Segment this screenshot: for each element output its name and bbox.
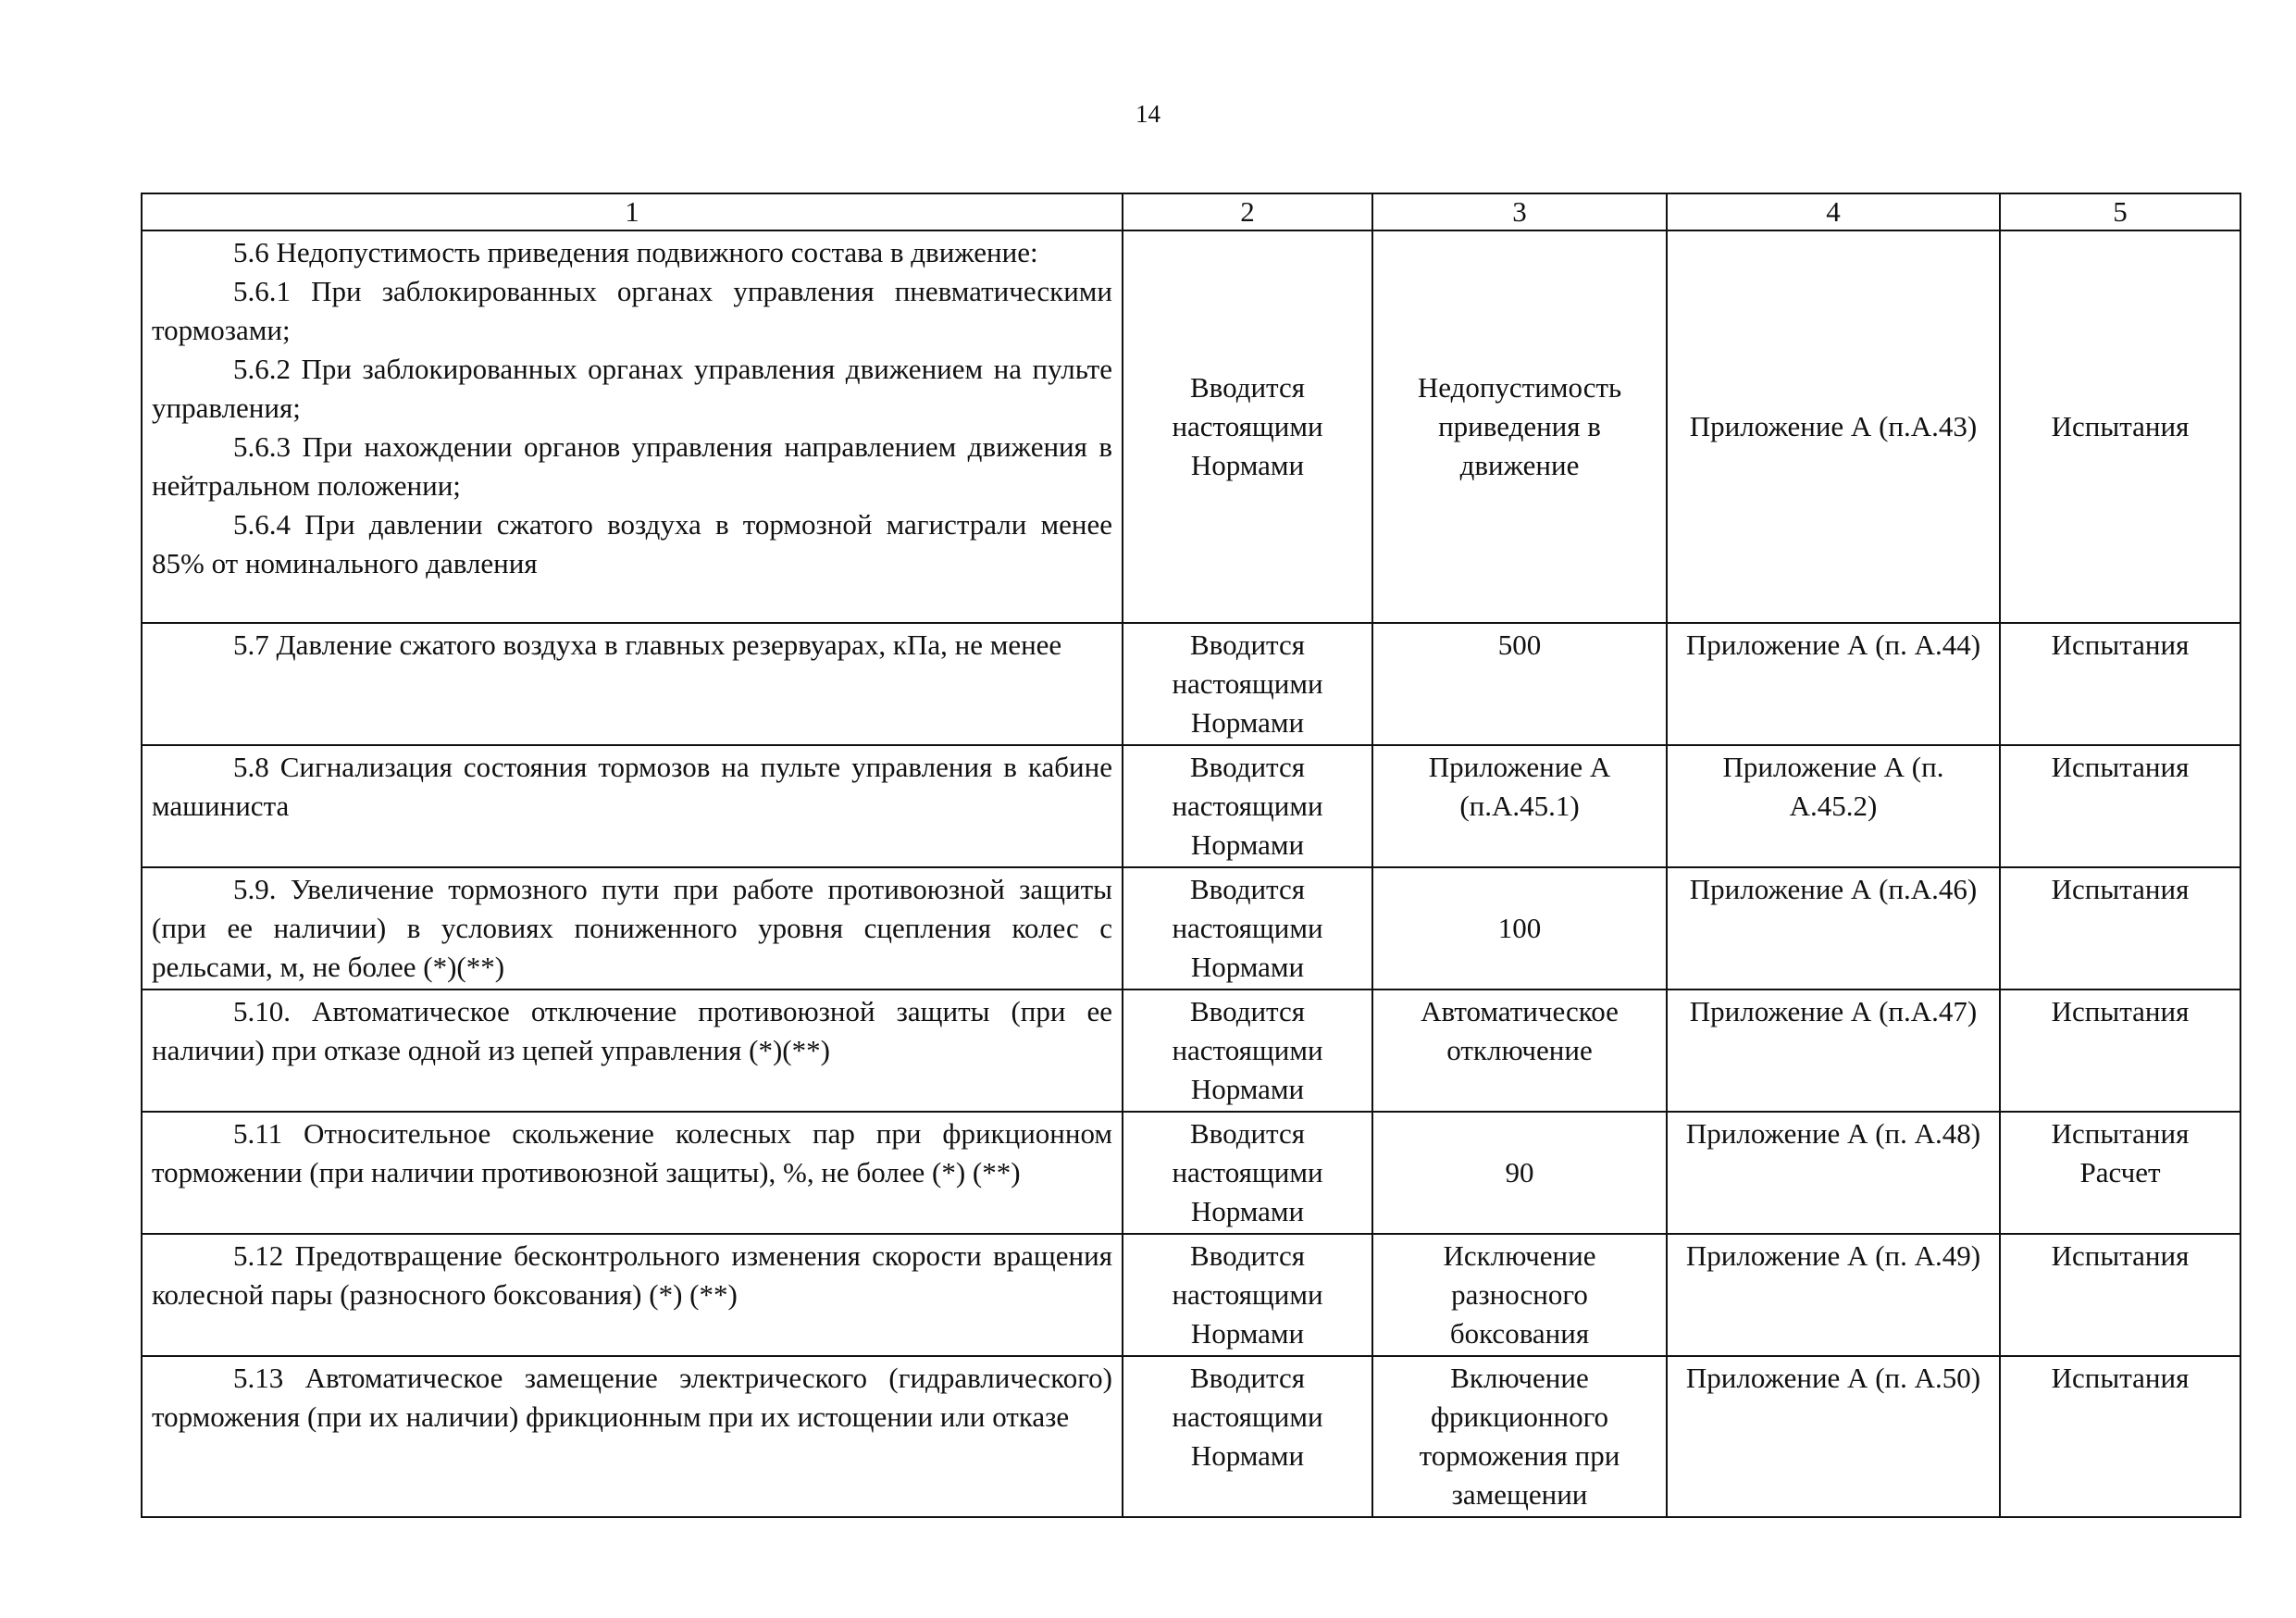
method-cell: Испытания (2000, 745, 2240, 867)
reference-cell: Приложение А (п. А.48) (1667, 1112, 2000, 1234)
requirement-subitem: 5.6.1 При заблокированных органах управления пневматическими тормозами; (152, 275, 1112, 346)
value-cell: 90 (1372, 1112, 1667, 1234)
value-cell: Исключение разносного боксования (1372, 1234, 1667, 1356)
method-cell: Испытания (2000, 989, 2240, 1112)
norms-table (141, 193, 2241, 1518)
table-row (142, 745, 2240, 867)
table-row (142, 623, 2240, 745)
table-header-row (142, 193, 2240, 230)
table-row (142, 867, 2240, 989)
requirement-subitem: 5.6.3 При нахождении органов управления направлением движения в нейтральном положении; (152, 430, 1112, 502)
reference-cell: Приложение А (п. А.44) (1667, 623, 2000, 745)
method-cell: Испытания (2000, 1356, 2240, 1517)
requirement-cell (142, 230, 1123, 623)
table-row (142, 1356, 2240, 1517)
reference-cell: Приложение А (п. А.45.2) (1667, 745, 2000, 867)
value-cell: 100 (1372, 867, 1667, 989)
status-cell: Вводится настоящими Нормами (1123, 745, 1372, 867)
status-cell: Вводится настоящими Нормами (1123, 1356, 1372, 1517)
status-cell: Вводится настоящими Нормами (1123, 989, 1372, 1112)
requirement-text: 5.12 Предотвращение бесконтрольного изменения скорости вращения колесной пары (разносного боксования) (*) (**) (142, 1234, 1123, 1356)
requirement-text: 5.7 Давление сжатого воздуха в главных резервуарах, кПа, не менее (142, 623, 1123, 745)
table-row (142, 1234, 2240, 1356)
table-row (142, 989, 2240, 1112)
table-row (142, 230, 2240, 623)
value-cell: Недопустимость приведения в движение (1372, 230, 1667, 623)
value-cell: 500 (1372, 623, 1667, 745)
requirement-text: 5.11 Относительное скольжение колесных пар при фрикционном торможении (при наличии противоюзной защиты), %, не более (*) (**) (142, 1112, 1123, 1234)
method-cell: Испытания (2000, 230, 2240, 623)
status-cell: Вводится настоящими Нормами (1123, 867, 1372, 989)
status-cell: Вводится настоящими Нормами (1123, 1112, 1372, 1234)
reference-cell: Приложение А (п.А.47) (1667, 989, 2000, 1112)
requirement-text: 5.6 Недопустимость приведения подвижного состава в движение: (233, 236, 1038, 268)
method-cell: Испытания Расчет (2000, 1112, 2240, 1234)
header-col-5: 5 (2000, 193, 2240, 230)
method-cell: Испытания (2000, 867, 2240, 989)
status-cell: Вводится настоящими Нормами (1123, 230, 1372, 623)
reference-cell: Приложение А (п.А.43) (1667, 230, 2000, 623)
status-cell: Вводится настоящими Нормами (1123, 623, 1372, 745)
requirement-text: 5.10. Автоматическое отключение противоюзной защиты (при ее наличии) при отказе одной из цепей управления (*)(**) (142, 989, 1123, 1112)
header-col-4: 4 (1667, 193, 2000, 230)
value-cell: Приложение А (п.А.45.1) (1372, 745, 1667, 867)
requirement-text: 5.9. Увеличение тормозного пути при работе противоюзной защиты (при ее наличии) в условиях пониженного уровня сцепления колес с рельсами, м, не более (*)(**) (142, 867, 1123, 989)
reference-cell: Приложение А (п. А.50) (1667, 1356, 2000, 1517)
method-cell: Испытания (2000, 623, 2240, 745)
page-number: 14 (1136, 100, 1160, 128)
header-col-1: 1 (142, 193, 1123, 230)
value-cell: Автоматическое отключение (1372, 989, 1667, 1112)
header-col-2: 2 (1123, 193, 1372, 230)
reference-cell: Приложение А (п.А.46) (1667, 867, 2000, 989)
status-cell: Вводится настоящими Нормами (1123, 1234, 1372, 1356)
requirement-subitem: 5.6.2 При заблокированных органах управления движением на пульте управления; (152, 353, 1112, 424)
method-cell: Испытания (2000, 1234, 2240, 1356)
table-row (142, 1112, 2240, 1234)
requirement-text: 5.13 Автоматическое замещение электрического (гидравлического) торможения (при их наличии) фрикционным при их истощении или отказе (142, 1356, 1123, 1517)
value-cell: Включение фрикционного торможения при замещении (1372, 1356, 1667, 1517)
reference-cell: Приложение А (п. А.49) (1667, 1234, 2000, 1356)
requirement-text: 5.8 Сигнализация состояния тормозов на пульте управления в кабине машиниста (142, 745, 1123, 867)
requirement-subitem: 5.6.4 При давлении сжатого воздуха в тормозной магистрали менее 85% от номинального давления (152, 508, 1112, 579)
header-col-3: 3 (1372, 193, 1667, 230)
